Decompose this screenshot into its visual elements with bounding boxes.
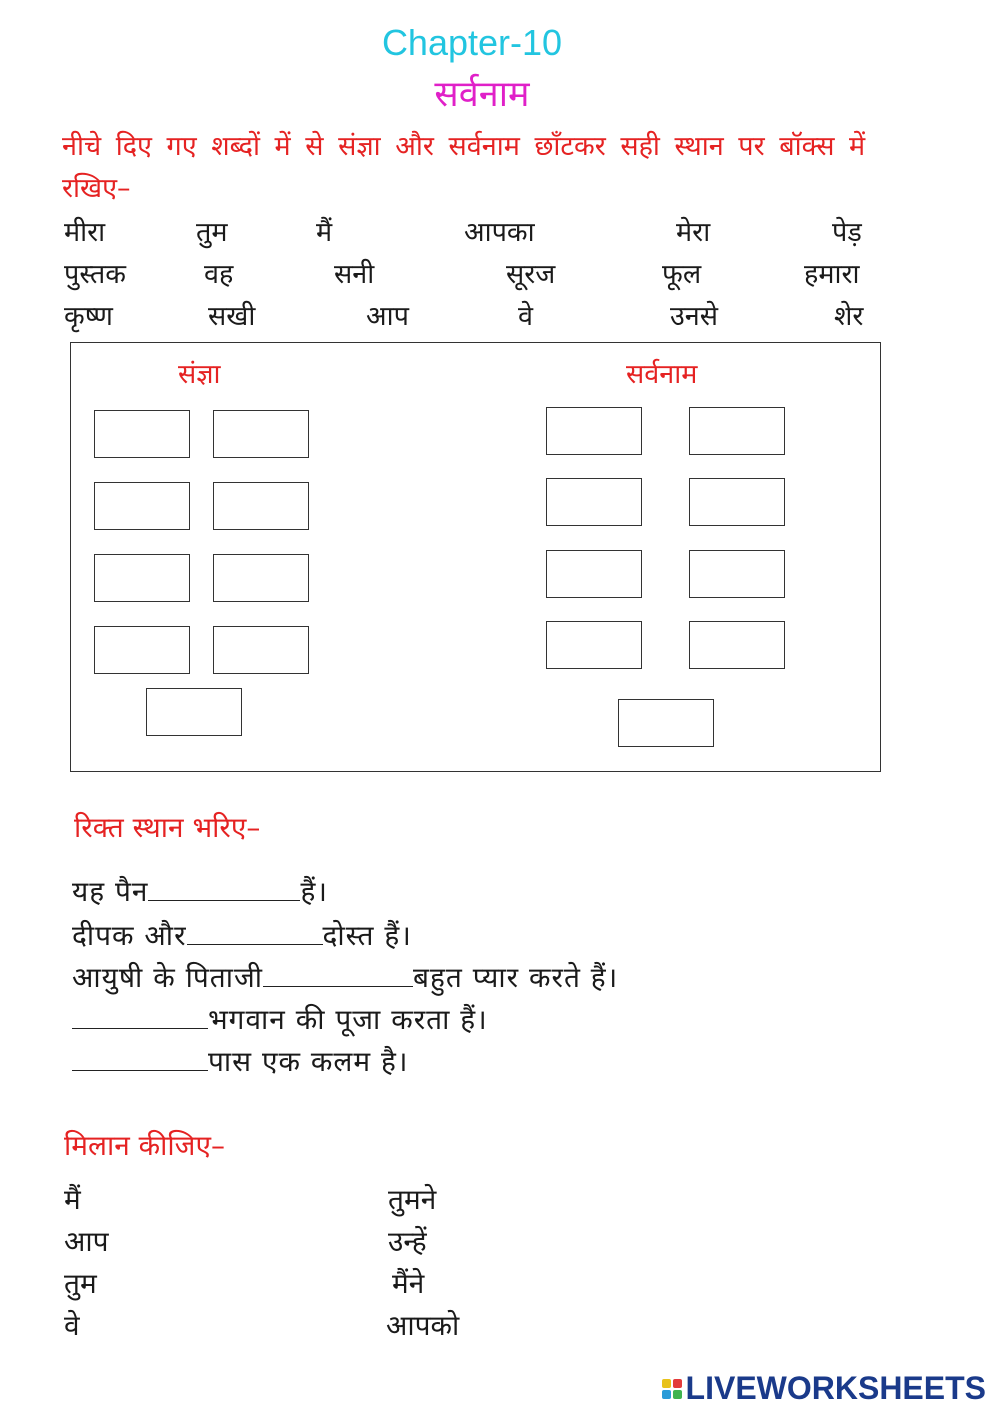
word-bank-item: आपका: [464, 217, 535, 248]
noun-drop-box[interactable]: [213, 554, 309, 602]
logo-square: [662, 1390, 671, 1399]
topic-title: सर्वनाम: [434, 74, 530, 115]
match-left-item[interactable]: मैं: [64, 1183, 81, 1216]
word-bank-item: पेड़: [832, 217, 862, 248]
logo-square: [662, 1379, 671, 1388]
sentence-part: हैं।: [300, 875, 328, 908]
logo-square: [673, 1390, 682, 1399]
fill-blank-sentence: [72, 916, 412, 954]
blank-input[interactable]: [72, 1001, 208, 1029]
pronoun-drop-box[interactable]: [689, 478, 785, 526]
word-bank-item: सनी: [334, 259, 375, 290]
chapter-title: Chapter-10: [381, 22, 563, 63]
fill-blank-sentence: [72, 1000, 488, 1038]
match-right-item[interactable]: तुमने: [388, 1183, 437, 1216]
sentence-part: यह पैन: [72, 875, 149, 908]
logo-square: [673, 1379, 682, 1388]
blank-input[interactable]: [72, 1043, 208, 1071]
word-bank-item: वह: [204, 259, 234, 290]
noun-drop-box[interactable]: [94, 626, 190, 674]
word-bank-item: सखी: [208, 301, 256, 332]
liveworksheets-logo: [662, 1370, 986, 1407]
instruction-text: नीचे दिए गए शब्दों में से संज्ञा और सर्वनाम छाँटकर सही स्थान पर बॉक्स में रखिए–: [62, 131, 866, 204]
match-left-item[interactable]: आप: [64, 1225, 109, 1258]
word-bank-item: कृष्ण: [64, 301, 113, 332]
blank-input[interactable]: [148, 873, 300, 901]
noun-drop-box[interactable]: [213, 410, 309, 458]
word-bank-item: आप: [366, 301, 409, 332]
fill-blank-sentence: [72, 958, 618, 996]
matching-heading: मिलान कीजिए–: [64, 1129, 225, 1162]
pronoun-drop-box[interactable]: [689, 550, 785, 598]
match-left-item[interactable]: वे: [64, 1309, 80, 1342]
match-left-item[interactable]: तुम: [64, 1267, 97, 1300]
fill-blank-sentence: [72, 1042, 409, 1080]
noun-heading: संज्ञा: [178, 359, 221, 390]
pronoun-drop-box[interactable]: [546, 621, 642, 669]
noun-drop-box[interactable]: [94, 410, 190, 458]
sentence-part: भगवान की पूजा करता हैं।: [208, 1003, 488, 1036]
word-bank-item: उनसे: [670, 301, 719, 332]
match-right-item[interactable]: उन्हें: [388, 1225, 427, 1258]
word-bank-item: वे: [518, 301, 534, 332]
word-bank-item: हमारा: [804, 259, 860, 290]
sentence-part: दोस्त हैं।: [322, 919, 412, 952]
fill-blank-sentence: [72, 872, 328, 910]
word-bank-item: मेरा: [676, 217, 711, 248]
word-bank-item: पुस्तक: [64, 259, 126, 290]
brand-name: LIVEWORKSHEETS: [685, 1370, 986, 1406]
pronoun-drop-box[interactable]: [546, 550, 642, 598]
pronoun-drop-box[interactable]: [546, 478, 642, 526]
match-right-item[interactable]: आपको: [386, 1309, 460, 1342]
sentence-part: बहुत प्यार करते हैं।: [413, 961, 619, 994]
blank-input[interactable]: [263, 959, 413, 987]
liveworksheets-logo-icon: [662, 1379, 682, 1399]
noun-drop-box[interactable]: [213, 626, 309, 674]
sentence-part: आयुषी के पिताजी: [72, 961, 263, 994]
word-bank-item: फूल: [662, 259, 702, 290]
pronoun-drop-box[interactable]: [618, 699, 714, 747]
word-bank-item: तुम: [196, 217, 228, 248]
blank-input[interactable]: [187, 917, 323, 945]
word-bank-item: मीरा: [64, 217, 106, 248]
word-bank-item: शेर: [834, 301, 864, 332]
pronoun-drop-box[interactable]: [689, 621, 785, 669]
noun-drop-box[interactable]: [94, 482, 190, 530]
sentence-part: पास एक कलम है।: [208, 1045, 409, 1078]
pronoun-drop-box[interactable]: [546, 407, 642, 455]
noun-drop-box[interactable]: [213, 482, 309, 530]
pronoun-heading: सर्वनाम: [626, 359, 698, 390]
sentence-part: दीपक और: [72, 919, 187, 952]
match-right-item[interactable]: मैंने: [392, 1267, 425, 1300]
fill-blanks-heading: रिक्त स्थान भरिए–: [74, 811, 261, 844]
word-bank-item: मैं: [316, 217, 333, 248]
noun-drop-box[interactable]: [146, 688, 242, 736]
word-bank-item: सूरज: [506, 259, 556, 290]
pronoun-drop-box[interactable]: [689, 407, 785, 455]
noun-drop-box[interactable]: [94, 554, 190, 602]
